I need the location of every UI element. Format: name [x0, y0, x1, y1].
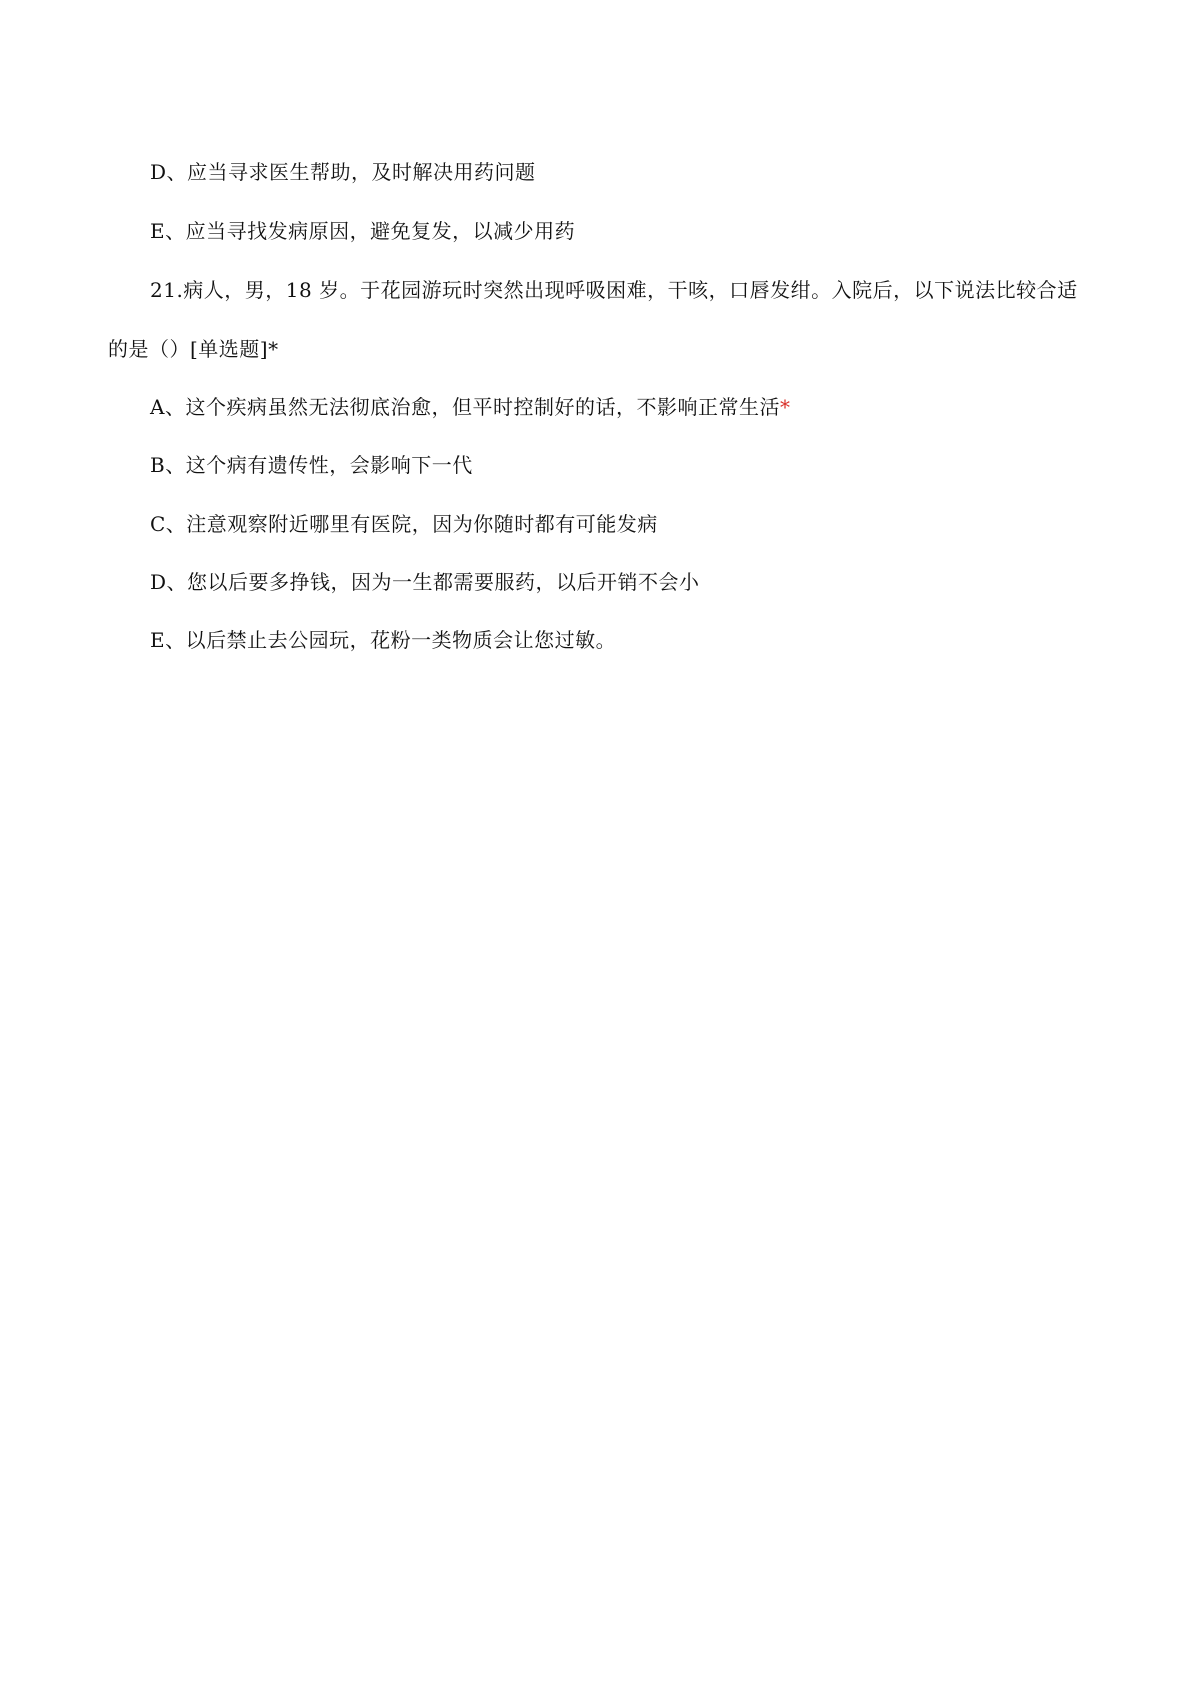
option-c: C、注意观察附近哪里有医院，因为你随时都有可能发病 [150, 512, 658, 536]
option-a [150, 394, 790, 420]
option-e: E、以后禁止去公园玩，花粉一类物质会让您过敏。 [150, 628, 617, 652]
question-stem-line1: 21.病人，男，18 岁。于花园游玩时突然出现呼吸困难，干咳，口唇发绀。入院后，以下说法比较合适 [150, 278, 1078, 302]
option-b: B、这个病有遗传性，会影响下一代 [150, 453, 473, 477]
question-stem-line2: 的是（）[单选题]* [108, 337, 279, 361]
option-a-label: A、这个疾病虽然无法彻底治愈，但平时控制好的话，不影响正常生活 [150, 395, 780, 419]
correct-answer-marker: * [779, 395, 791, 419]
prev-option-d: D、应当寻求医生帮助，及时解决用药问题 [150, 160, 536, 184]
option-d: D、您以后要多挣钱，因为一生都需要服药，以后开销不会小 [150, 570, 700, 594]
prev-option-e: E、应当寻找发病原因，避免复发，以减少用药 [150, 219, 576, 243]
